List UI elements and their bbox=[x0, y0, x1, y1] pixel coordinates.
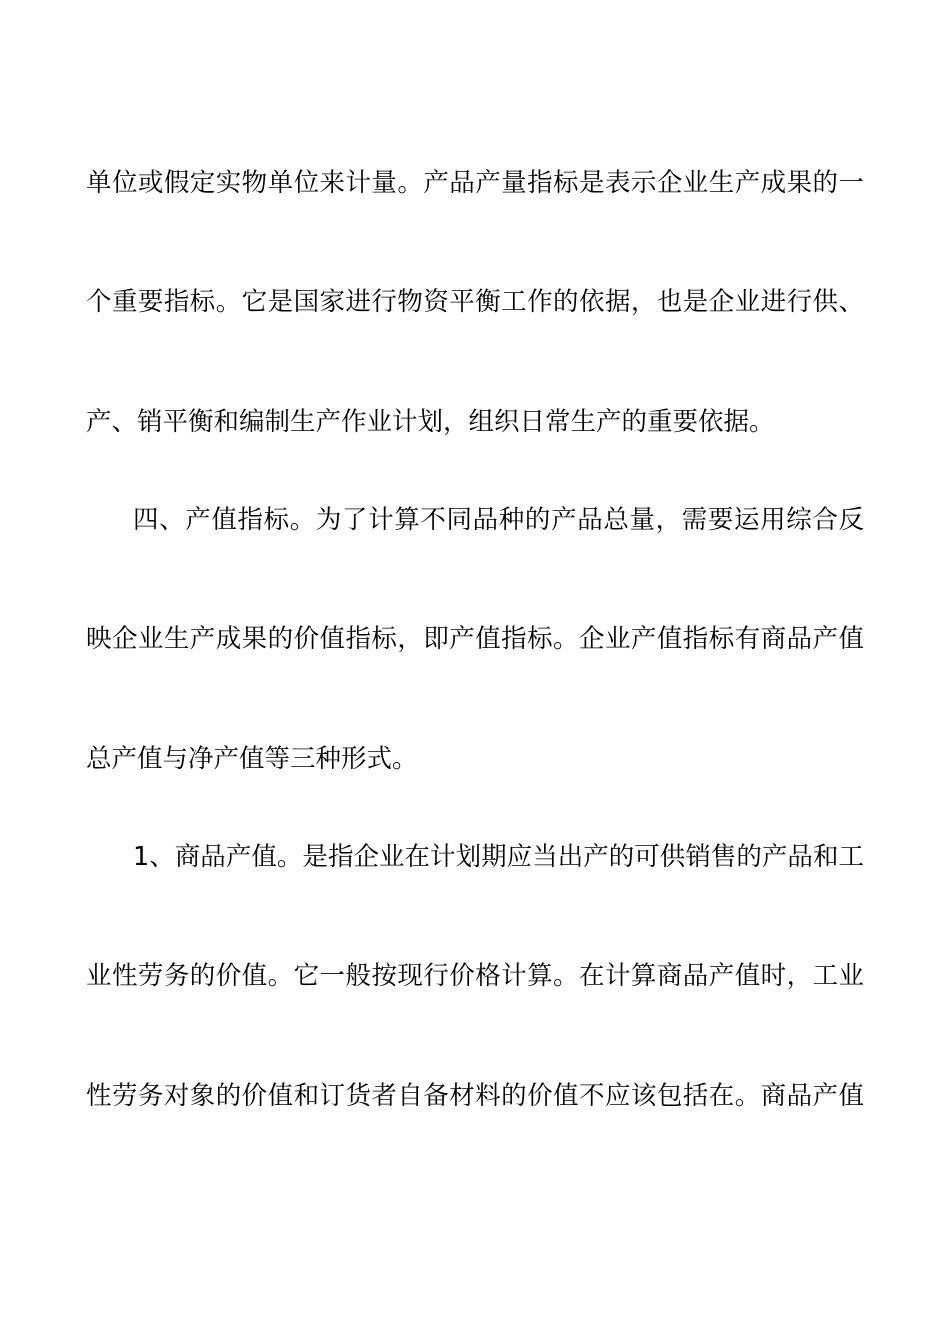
paragraph-line-indented: 四、产值指标。为了计算不同品种的产品总量，需要运用综合反 bbox=[133, 505, 864, 535]
paragraph-line: 总产值与净产值等三种形式。 bbox=[86, 744, 418, 774]
paragraph-line: 个重要指标。它是国家进行物资平衡工作的依据，也是企业进行供、 bbox=[86, 287, 864, 317]
paragraph-line: 性劳务对象的价值和订货者自备材料的价值不应该包括在。商品产值 bbox=[86, 1081, 864, 1111]
paragraph-line: 产、销平衡和编制生产作业计划，组织日常生产的重要依据。 bbox=[86, 407, 775, 437]
paragraph-line-indented: 1、商品产值。是指企业在计划期应当出产的可供销售的产品和工 bbox=[133, 842, 864, 872]
paragraph-line: 业性劳务的价值。它一般按现行价格计算。在计算商品产值时，工业 bbox=[86, 961, 864, 991]
paragraph-line: 映企业生产成果的价值指标，即产值指标。企业产值指标有商品产值 bbox=[86, 624, 864, 654]
paragraph-line: 单位或假定实物单位来计量。产品产量指标是表示企业生产成果的一 bbox=[86, 168, 864, 198]
